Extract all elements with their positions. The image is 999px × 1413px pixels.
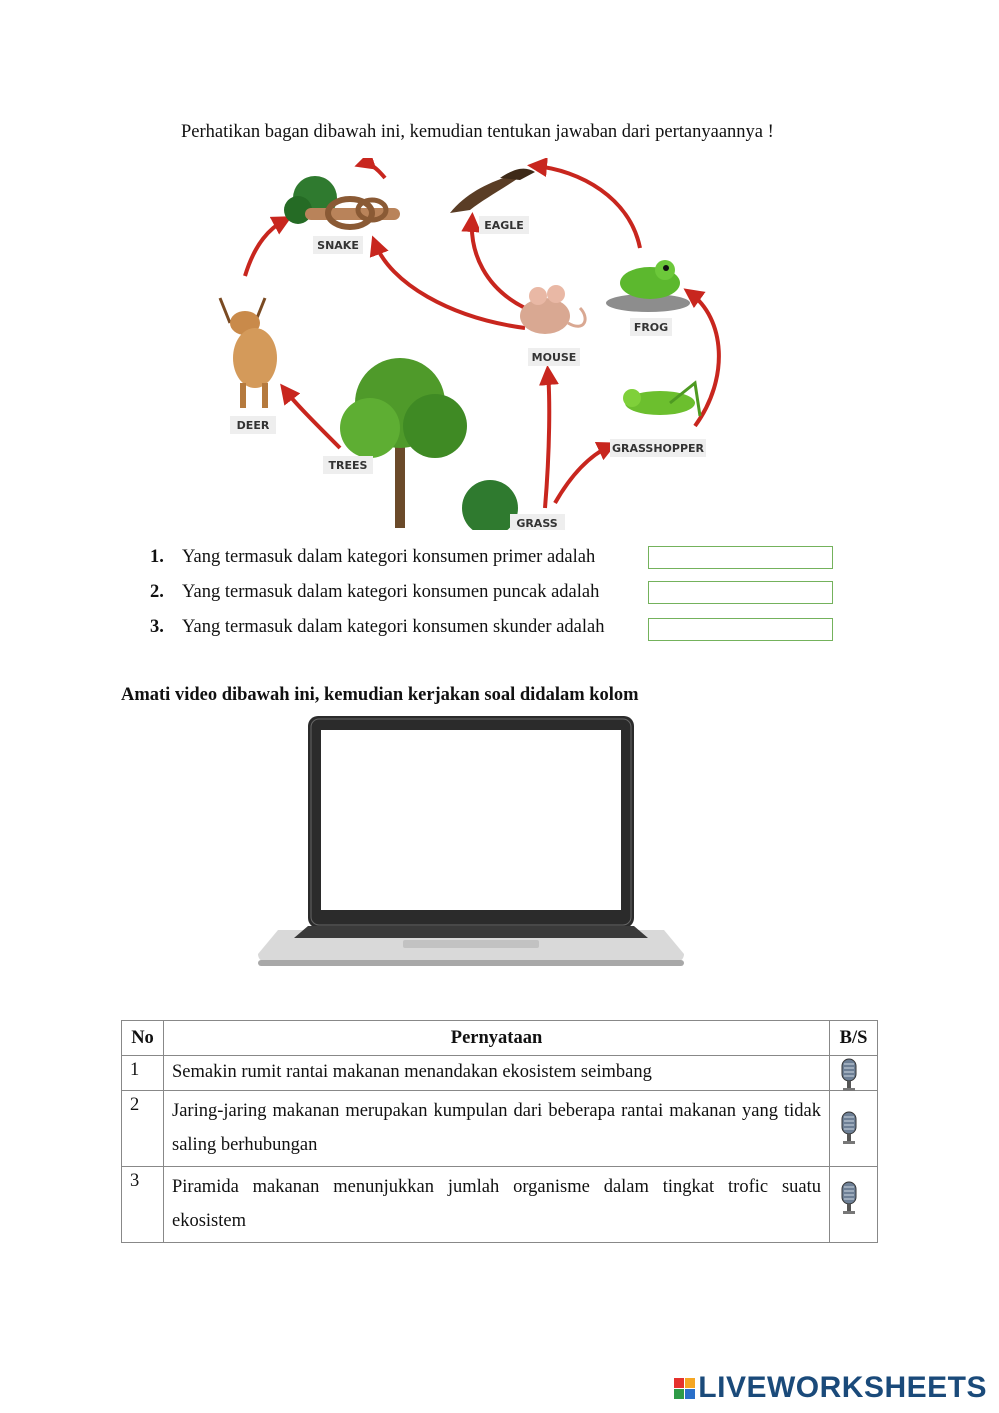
table-row	[122, 1167, 878, 1243]
logo-mark-icon	[674, 1378, 695, 1399]
question-number: 2.	[150, 582, 164, 602]
eagle-image	[450, 169, 535, 213]
header-bs: B/S	[830, 1021, 878, 1056]
answer-cell	[830, 1056, 878, 1091]
answer-input-3[interactable]	[648, 618, 833, 641]
mouse-label: MOUSE	[531, 351, 577, 364]
row-statement: Jaring-jaring makanan merupakan kumpulan dari beberapa rantai makanan yang tidak saling berhubungan	[164, 1091, 830, 1167]
microphone-icon[interactable]	[836, 1058, 862, 1092]
row-number: 2	[122, 1091, 164, 1167]
row-number: 1	[122, 1056, 164, 1091]
deer-image	[220, 298, 277, 408]
liveworksheets-logo	[674, 1368, 987, 1408]
table-header-row	[122, 1021, 878, 1056]
answer-cell	[830, 1167, 878, 1243]
row-number: 3	[122, 1167, 164, 1243]
answer-cell	[830, 1091, 878, 1167]
eagle-label: EAGLE	[484, 219, 524, 232]
header-no: No	[122, 1021, 164, 1056]
microphone-icon[interactable]	[836, 1179, 862, 1217]
snake-label: SNAKE	[317, 239, 359, 252]
snake-image	[284, 176, 400, 227]
table-row	[122, 1091, 878, 1167]
grasshopper-image	[623, 383, 700, 416]
trees-image	[340, 358, 518, 530]
table-row	[122, 1056, 878, 1091]
mouse-image	[520, 285, 585, 334]
microphone-icon[interactable]	[836, 1109, 862, 1147]
grasshopper-label: GRASSHOPPER	[611, 442, 705, 455]
statement-table	[121, 1020, 878, 1243]
instruction-text: Perhatikan bagan dibawah ini, kemudian tentukan jawaban dari pertanyaannya !	[181, 122, 774, 142]
row-statement: Piramida makanan menunjukkan jumlah organisme dalam tingkat trofic suatu ekosistem	[164, 1167, 830, 1243]
trees-label: TREES	[328, 459, 368, 472]
video-screen[interactable]	[321, 730, 621, 910]
question-text: Yang termasuk dalam kategori konsumen primer adalah	[182, 547, 596, 567]
question-3	[150, 617, 605, 638]
question-1	[150, 547, 595, 568]
header-statement: Pernyataan	[164, 1021, 830, 1056]
question-text: Yang termasuk dalam kategori konsumen puncak adalah	[182, 582, 600, 602]
brand-name: LIVEWORKSHEETS	[698, 1371, 987, 1404]
question-number: 3.	[150, 617, 164, 637]
answer-input-2[interactable]	[648, 581, 833, 604]
video-heading: Amati video dibawah ini, kemudian kerjakan soal didalam kolom	[121, 685, 639, 705]
question-2	[150, 582, 599, 603]
answer-input-1[interactable]	[648, 546, 833, 569]
grass-label: GRASS	[516, 517, 558, 530]
frog-label: FROG	[633, 321, 669, 334]
frog-image	[606, 260, 690, 312]
question-number: 1.	[150, 547, 164, 567]
row-statement: Semakin rumit rantai makanan menandakan ekosistem seimbang	[164, 1056, 830, 1091]
question-text: Yang termasuk dalam kategori konsumen skunder adalah	[182, 617, 605, 637]
food-web-diagram	[200, 158, 745, 530]
deer-label: DEER	[236, 419, 270, 432]
video-player[interactable]	[258, 716, 684, 968]
